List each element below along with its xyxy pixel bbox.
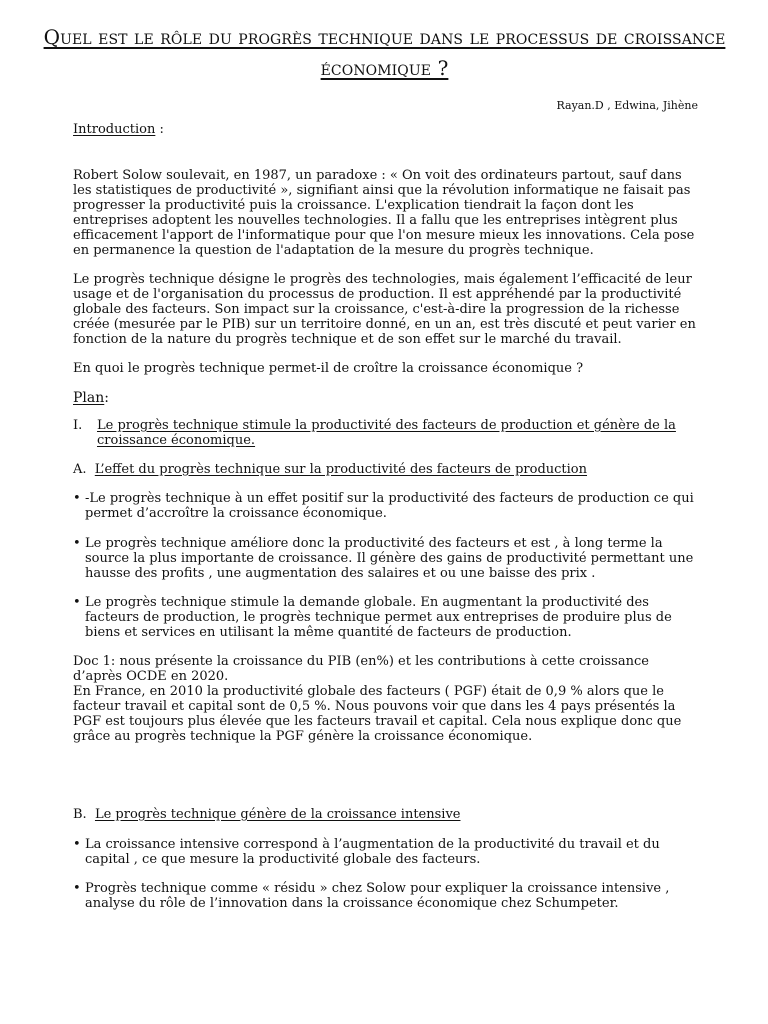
section-b-heading: [73, 807, 696, 822]
list-item: [73, 837, 696, 867]
problem-question: En quoi le progrès technique permet-il de croître la croissance économique ?: [73, 361, 584, 376]
bullet-icon: •: [73, 491, 81, 506]
section-1-number: I.: [73, 418, 83, 433]
plan-heading: [73, 391, 696, 406]
section-a-heading: [73, 462, 696, 477]
bullet-icon: •: [73, 595, 81, 610]
intro-paragraph-1: Robert Solow soulevait, en 1987, un paradoxe : « On voit des ordinateurs partout, sauf dans les statistiques de productivité », signifiant ainsi que la révolution informatique ne faisait pas progresser la productivité puis la croissance. L'explication tiendrait la façon dont les entreprises adoptent les nouvelles technologies. Il a fallu que les entreprises intègrent plus efficacement l'apport de l'informatique pour que l'on mesure mieux les innovations. Cela pose en permanence la question de l'adaptation de la mesure du progrès technique.: [73, 168, 695, 258]
list-item: [73, 595, 696, 640]
doc-1-analysis: En France, en 2010 la productivité globale des facteurs ( PGF) était de 0,9 % alors que le facteur travail et capital sont de 0,5 %. Nous pouvons voir que dans les 4 pays présentés la PGF est toujours plus élevée que les facteurs travail et capital. Cela nous explique donc que grâce au progrès technique la PGF génère la croissance économique.: [73, 684, 682, 744]
bullet-text: -Le progrès technique à un effet positif sur la productivité des facteurs de production ce qui permet d’accroître la croissance économique.: [85, 491, 694, 521]
section-a-number: A.: [73, 462, 87, 477]
section-b-title: Le progrès technique génère de la croissance intensive: [94, 807, 461, 822]
bullet-text: Le progrès technique stimule la demande globale. En augmentant la productivité des facteurs de production, le progrès technique permet aux entreprises de produire plus de biens et services en utilisant la même quantité de facteurs de production.: [85, 595, 672, 640]
doc-1-commentary: [73, 654, 696, 744]
section-1-heading: [73, 418, 696, 448]
bullet-icon: •: [73, 881, 81, 896]
plan-colon: :: [104, 390, 109, 406]
intro-label: Introduction: [73, 122, 156, 137]
intro-paragraph-2: Le progrès technique désigne le progrès des technologies, mais également l’efficacité de leur usage et de l'organisation du processus de production. Il est appréhendé par la productivité globale des facteurs. Son impact sur la croissance, c'est-à-dire la progression de la richesse créée (mesurée par le PIB) sur un territoire donné, en un an, est très discuté et peut varier en fonction de la nature du progrès technique et de son effet sur le marché du travail.: [73, 272, 696, 347]
plan-label: Plan: [73, 390, 105, 406]
section-b-bullets: [73, 837, 696, 911]
doc-1-intro: Doc 1: nous présente la croissance du PIB (en%) et les contributions à cette croissance d’après OCDE en 2020.: [73, 654, 649, 684]
document-title: Quel est le rôle du progrès technique dans le processus de croissance économique ?: [43, 25, 726, 80]
authors: Rayan.D , Edwina, Jihène: [556, 99, 698, 112]
intro-colon: :: [155, 122, 164, 137]
section-a-title: L’effet du progrès technique sur la productivité des facteurs de production: [94, 462, 588, 477]
section-1-title: Le progrès technique stimule la productivité des facteurs de production et génère de la croissance économique.: [97, 418, 676, 448]
list-item: [73, 881, 696, 911]
bullet-text: La croissance intensive correspond à l’augmentation de la productivité du travail et du capital , ce que mesure la productivité globale des facteurs.: [85, 837, 660, 867]
intro-heading: [73, 122, 696, 137]
bullet-icon: •: [73, 536, 81, 551]
section-b-number: B.: [73, 807, 87, 822]
list-item: [73, 491, 696, 521]
bullet-icon: •: [73, 837, 81, 852]
bullet-text: Progrès technique comme « résidu » chez Solow pour expliquer la croissance intensive , analyse du rôle de l’innovation dans la croissance économique chez Schumpeter.: [85, 881, 670, 911]
list-item: [73, 536, 696, 581]
bullet-text: Le progrès technique améliore donc la productivité des facteurs et est , à long terme la source la plus importante de croissance. Il génère des gains de productivité permettant une hausse des profits , une augmentation des salaires et ou une baisse des prix .: [85, 536, 694, 581]
section-a-bullets: [73, 491, 696, 640]
